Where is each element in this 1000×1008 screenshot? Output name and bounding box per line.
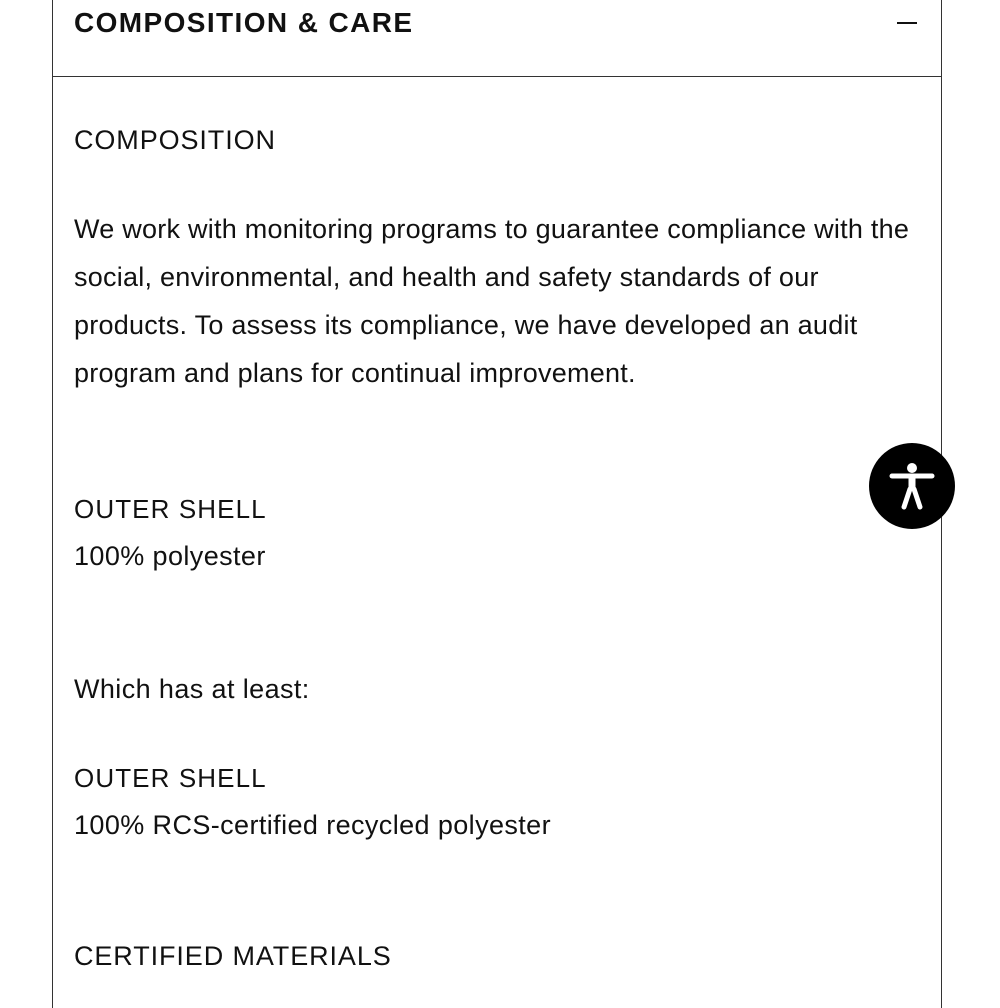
composition-care-panel <box>52 0 942 1008</box>
at-least-text: Which has at least: <box>74 674 310 704</box>
outer-shell-label: OUTER SHELL <box>74 494 267 524</box>
composition-care-accordion-header[interactable] <box>53 0 941 77</box>
minus-icon[interactable] <box>897 22 917 24</box>
accessibility-person-icon <box>887 461 937 511</box>
outer-shell-value: 100% polyester <box>74 541 266 571</box>
composition-heading: COMPOSITION <box>74 125 276 155</box>
accessibility-button[interactable] <box>869 443 955 529</box>
accordion-title: COMPOSITION & CARE <box>74 7 414 38</box>
certified-materials-heading: CERTIFIED MATERIALS <box>74 941 392 971</box>
recycled-outer-shell-label: OUTER SHELL <box>74 763 267 793</box>
composition-description: We work with monitoring programs to guarantee compliance with the social, environmental, and health and safety standards of our products. To assess its compliance, we have developed an audit program and plans for continual improvement. <box>74 214 910 388</box>
recycled-outer-shell-value: 100% RCS-certified recycled polyester <box>74 810 551 840</box>
